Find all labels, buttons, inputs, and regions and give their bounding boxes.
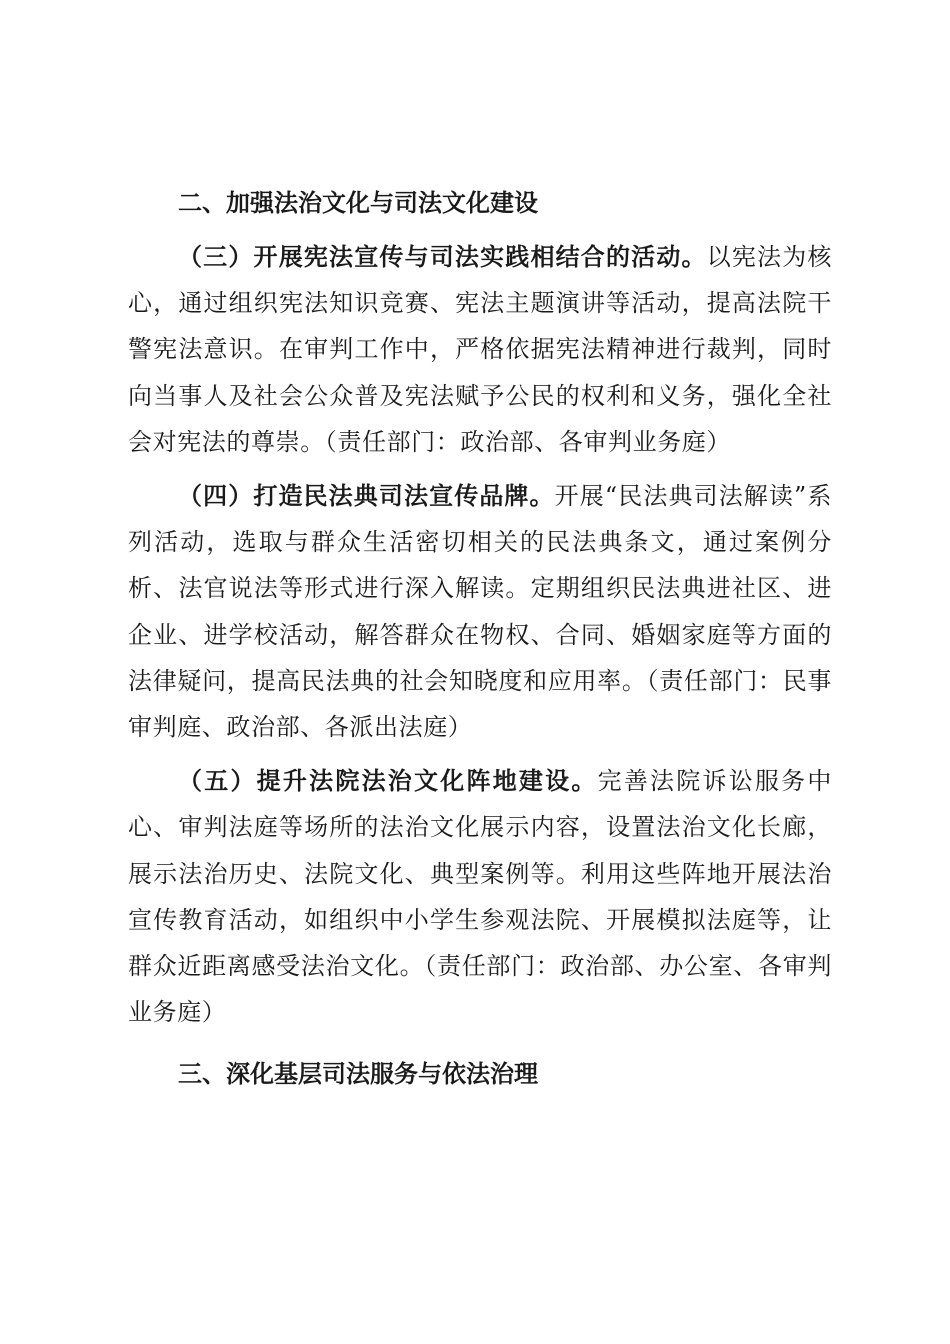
- paragraph-body-4: 开展“民法典司法解读”系列活动，选取与群众生活密切相关的民法典条文，通过案例分析、法官说法等形式进行深入解读。定期组织民法典进社区、进企业、进学校活动，解答群众在物权、合同、婚姻家庭等方面的法律疑问，提高民法典的社会知晓度和应用率。（责任部门：民事审判庭、政治部、各派出法庭）: [128, 482, 833, 742]
- section-heading-3: 三、深化基层司法服务与依法治理: [178, 1060, 538, 1089]
- paragraph-item-3: [128, 234, 832, 465]
- document-page: [128, 180, 832, 1097]
- paragraph-lead-5: （五）提升法院法治文化阵地建设。: [178, 767, 598, 796]
- section-heading-2: 二、加强法治文化与司法文化建设: [178, 189, 538, 217]
- paragraph-lead-3: （三）开展宪法宣传与司法实践相结合的活动。: [178, 243, 707, 271]
- paragraph-body-5: 完善法院诉讼服务中心、审判法庭等场所的法治文化展示内容，设置法治文化长廊，展示法治历史、法院文化、典型案例等。利用这些阵地开展法治宣传教育活动，如组织中小学生参观法院、开展模拟法庭等，让群众近距离感受法治文化。（责任部门：政治部、办公室、各审判业务庭）: [128, 767, 832, 1027]
- paragraph-item-4: [128, 473, 832, 750]
- paragraph-item-5: [128, 758, 832, 1035]
- paragraph-lead-4: （四）打造民法典司法宣传品牌。: [178, 482, 555, 511]
- paragraph-body-3: 以宪法为核心，通过组织宪法知识竞赛、宪法主题演讲等活动，提高法院干警宪法意识。在审判工作中，严格依据宪法精神进行裁判，同时向当事人及社会公众普及宪法赋予公民的权利和义务，强化全社会对宪法的尊崇。（责任部门：政治部、各审判业务庭）: [128, 243, 832, 456]
